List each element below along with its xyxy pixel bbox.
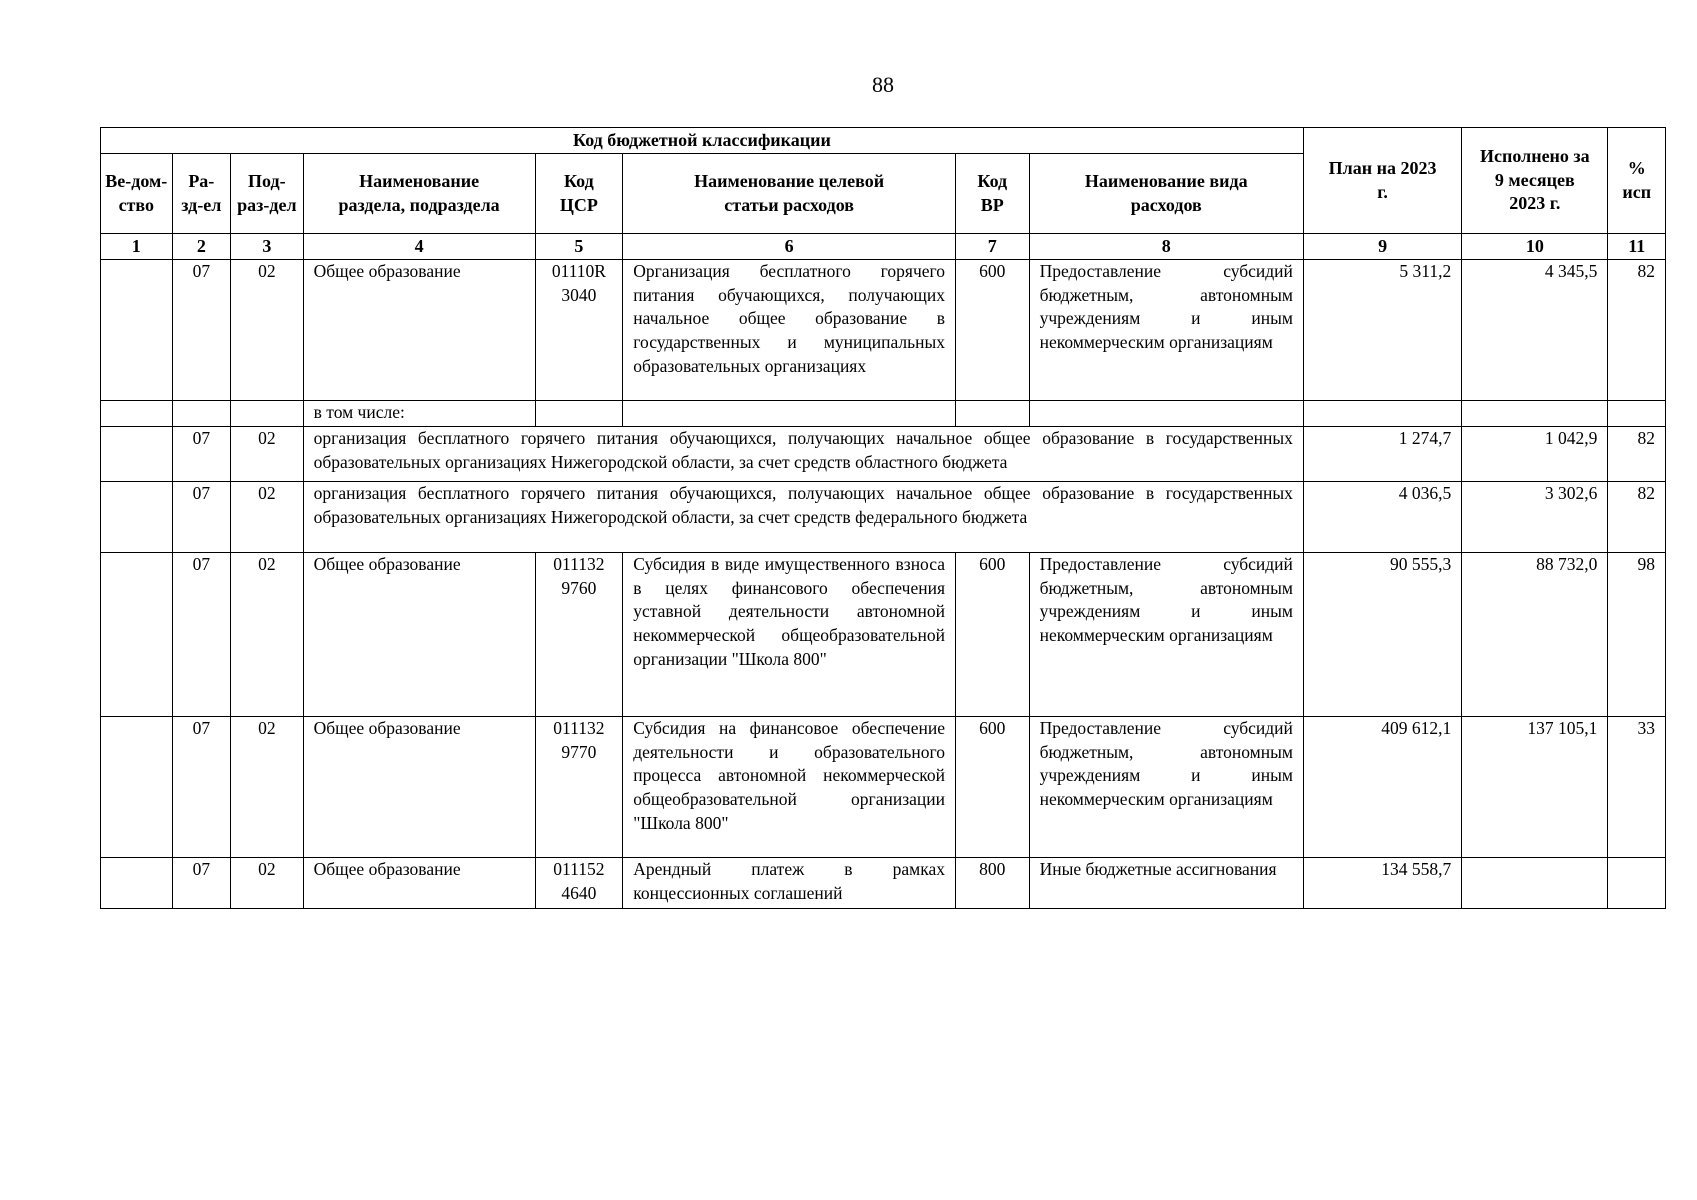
razdel-cell: 07 bbox=[172, 858, 230, 909]
kod-vr-cell: 600 bbox=[956, 553, 1030, 717]
subitem-description: организация бесплатного горячего питания обучающихся, получающих начальное общее образование в государственных образовательных организациях Нижегородской области, за счет средств областного бюджета bbox=[303, 427, 1303, 482]
plan-cell bbox=[1303, 401, 1461, 427]
vid-cell bbox=[1029, 401, 1303, 427]
percent-cell: 82 bbox=[1608, 482, 1666, 553]
ispolneno-cell bbox=[1462, 858, 1608, 909]
celevaya-cell: Субсидия в виде имущественного взноса в целях финансового обеспечения уставной деятельности автономной некоммерческой общеобразовательной организации "Школа 800" bbox=[623, 553, 956, 717]
plan-cell: 134 558,7 bbox=[1303, 858, 1461, 909]
plan-cell: 409 612,1 bbox=[1303, 717, 1461, 858]
razdel-name-cell: Общее образование bbox=[303, 553, 535, 717]
plan-cell: 4 036,5 bbox=[1303, 482, 1461, 553]
column-number: 4 bbox=[303, 234, 535, 260]
vid-cell: Иные бюджетные ассигнования bbox=[1029, 858, 1303, 909]
vid-cell: Предоставление субсидий бюджетным, автономным учреждениям и иным некоммерческим организациям bbox=[1029, 717, 1303, 858]
plan-cell: 5 311,2 bbox=[1303, 260, 1461, 401]
column-number: 2 bbox=[172, 234, 230, 260]
kod-csr-cell: 01110R 3040 bbox=[535, 260, 623, 401]
vedomstvo-cell bbox=[101, 401, 173, 427]
column-number: 3 bbox=[231, 234, 304, 260]
podrazdel-cell: 02 bbox=[231, 482, 304, 553]
table-row bbox=[101, 401, 1666, 427]
vedomstvo-header: Ве-дом-ство bbox=[101, 154, 173, 234]
celevaya-cell: Субсидия на финансовое обеспечение деятельности и образовательного процесса автономной некоммерческой общеобразовательной организации "Школа 800" bbox=[623, 717, 956, 858]
ispolneno-cell: 4 345,5 bbox=[1462, 260, 1608, 401]
razdel-cell: 07 bbox=[172, 553, 230, 717]
budget-table bbox=[100, 127, 1666, 909]
vedomstvo-cell bbox=[101, 717, 173, 858]
razdel-cell: 07 bbox=[172, 482, 230, 553]
podrazdel-cell: 02 bbox=[231, 260, 304, 401]
plan-cell: 90 555,3 bbox=[1303, 553, 1461, 717]
column-number: 6 bbox=[623, 234, 956, 260]
razdel-header: Ра-зд-ел bbox=[172, 154, 230, 234]
column-number: 11 bbox=[1608, 234, 1666, 260]
kod-vr-cell bbox=[956, 401, 1030, 427]
column-number: 7 bbox=[956, 234, 1030, 260]
table-row bbox=[101, 553, 1666, 717]
kod-csr-cell bbox=[535, 401, 623, 427]
vid-name-header: Наименование вида расходов bbox=[1029, 154, 1303, 234]
celevaya-cell: Организация бесплатного горячего питания обучающихся, получающих начальное общее образование в государственных и муниципальных образовательных организациях bbox=[623, 260, 956, 401]
razdel-name-cell: Общее образование bbox=[303, 260, 535, 401]
razdel-name-header: Наименование раздела, подраздела bbox=[303, 154, 535, 234]
ispolneno-cell bbox=[1462, 401, 1608, 427]
plan-header: План на 2023 г. bbox=[1303, 128, 1461, 234]
celevaya-name-header: Наименование целевой статьи расходов bbox=[623, 154, 956, 234]
including-label: в том числе: bbox=[303, 401, 535, 427]
kod-vr-cell: 600 bbox=[956, 717, 1030, 858]
page-number: 88 bbox=[872, 72, 894, 97]
razdel-cell: 07 bbox=[172, 260, 230, 401]
ispolneno-cell: 3 302,6 bbox=[1462, 482, 1608, 553]
percent-cell: 33 bbox=[1608, 717, 1666, 858]
percent-cell: 98 bbox=[1608, 553, 1666, 717]
header-group-row bbox=[101, 128, 1666, 154]
kod-csr-header: Код ЦСР bbox=[535, 154, 623, 234]
celevaya-cell: Арендный платеж в рамках концессионных соглашений bbox=[623, 858, 956, 909]
ispolneno-cell: 137 105,1 bbox=[1462, 717, 1608, 858]
column-number: 10 bbox=[1462, 234, 1608, 260]
podrazdel-cell: 02 bbox=[231, 858, 304, 909]
vid-cell: Предоставление субсидий бюджетным, автономным учреждениям и иным некоммерческим организациям bbox=[1029, 553, 1303, 717]
vedomstvo-cell bbox=[101, 858, 173, 909]
podrazdel-cell bbox=[231, 401, 304, 427]
column-number: 5 bbox=[535, 234, 623, 260]
percent-cell bbox=[1608, 401, 1666, 427]
kod-csr-cell: 011132 9770 bbox=[535, 717, 623, 858]
percent-cell: 82 bbox=[1608, 260, 1666, 401]
table-row bbox=[101, 427, 1666, 482]
table-row bbox=[101, 858, 1666, 909]
podrazdel-cell: 02 bbox=[231, 427, 304, 482]
podrazdel-cell: 02 bbox=[231, 553, 304, 717]
kod-csr-cell: 011132 9760 bbox=[535, 553, 623, 717]
vedomstvo-cell bbox=[101, 553, 173, 717]
vedomstvo-cell bbox=[101, 260, 173, 401]
ispolneno-header: Исполнено за 9 месяцев 2023 г. bbox=[1462, 128, 1608, 234]
vedomstvo-cell bbox=[101, 427, 173, 482]
table-row bbox=[101, 482, 1666, 553]
vedomstvo-cell bbox=[101, 482, 173, 553]
plan-cell: 1 274,7 bbox=[1303, 427, 1461, 482]
budget-classification-header: Код бюджетной классификации bbox=[101, 128, 1304, 154]
podrazdel-header: Под-раз-дел bbox=[231, 154, 304, 234]
table-row bbox=[101, 260, 1666, 401]
percent-cell: 82 bbox=[1608, 427, 1666, 482]
ispolneno-cell: 1 042,9 bbox=[1462, 427, 1608, 482]
column-number: 9 bbox=[1303, 234, 1461, 260]
kod-vr-cell: 800 bbox=[956, 858, 1030, 909]
subitem-description: организация бесплатного горячего питания обучающихся, получающих начальное общее образование в государственных образовательных организациях Нижегородской области, за счет средств федерального бюджета bbox=[303, 482, 1303, 553]
table-row bbox=[101, 717, 1666, 858]
podrazdel-cell: 02 bbox=[231, 717, 304, 858]
percent-header: % исп bbox=[1608, 128, 1666, 234]
razdel-cell: 07 bbox=[172, 427, 230, 482]
column-numbers-row bbox=[101, 234, 1666, 260]
vid-cell: Предоставление субсидий бюджетным, автономным учреждениям и иным некоммерческим организациям bbox=[1029, 260, 1303, 401]
razdel-name-cell: Общее образование bbox=[303, 858, 535, 909]
kod-vr-cell: 600 bbox=[956, 260, 1030, 401]
celevaya-cell bbox=[623, 401, 956, 427]
razdel-cell bbox=[172, 401, 230, 427]
ispolneno-cell: 88 732,0 bbox=[1462, 553, 1608, 717]
column-number: 1 bbox=[101, 234, 173, 260]
kod-csr-cell: 011152 4640 bbox=[535, 858, 623, 909]
razdel-name-cell: Общее образование bbox=[303, 717, 535, 858]
kod-vr-header: Код ВР bbox=[956, 154, 1030, 234]
razdel-cell: 07 bbox=[172, 717, 230, 858]
percent-cell bbox=[1608, 858, 1666, 909]
column-number: 8 bbox=[1029, 234, 1303, 260]
